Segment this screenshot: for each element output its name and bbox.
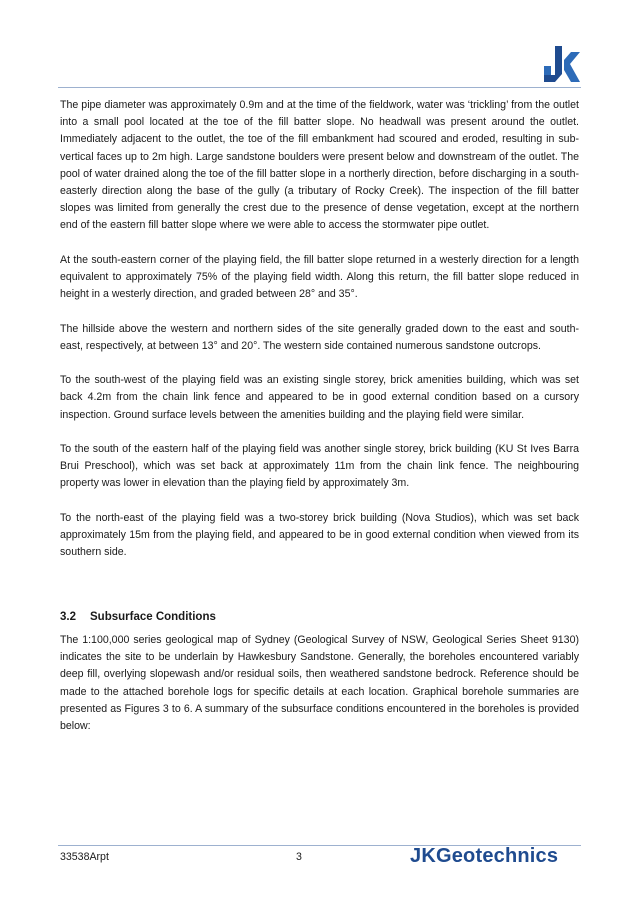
page-number: 3 [296, 851, 302, 863]
paragraph-amenities-building: To the south-west of the playing field was an existing single storey, brick amenities building, which was set back 4.2m from the chain link fence and appeared to be in good external condition based on a cursory inspection. Ground surface levels between the amenities building and the playing field were similar. [60, 374, 579, 421]
paragraph-preschool: To the south of the eastern half of the playing field was another single storey, brick building (KU St Ives Barra Brui Preschool), which was set back at approximately 11m from the chain link fence. The neighbouring property was lower in elevation than the playing field by approximately 3m. [60, 443, 579, 490]
body-text [60, 97, 579, 579]
report-reference: 33538Arpt [60, 851, 109, 863]
brand-suffix: Geotechnics [435, 845, 559, 867]
section-heading [60, 611, 579, 623]
brand-prefix: JK [410, 845, 436, 867]
section-number: 3.2 [60, 611, 76, 623]
paragraph-nova-studios: To the north-east of the playing field was a two-storey brick building (Nova Studios), which was set back approximately 15m from the playing field, and appeared to be in good external condition when viewed from its southern side. [60, 511, 579, 559]
paragraph-hillside: The hillside above the western and northern sides of the site generally graded down to the east and south-east, respectively, at between 13° and 20°. The western side contained numerous sandstone outcrops. [60, 322, 579, 352]
section-title: Subsurface Conditions [90, 611, 216, 623]
company-logo-text [410, 845, 558, 868]
paragraph-pipe-outlet: The pipe diameter was approximately 0.9m and at the time of the fieldwork, water was ‘trickling’ from the outlet into a small pool located at the toe of the fill batter slope. No headwall was present around the outlet. Immediately adjacent to the outlet, the toe of the fill embankment had scoured and eroded, resulting in sub-vertical faces up to 2m high. Large sandstone boulders were present below and downstream of the outlet. The pool of water drained along the toe of the fill batter slope in a northerly direction, before discharging in a south-easterly direction along the base of the gully (a tributary of Rocky Creek). The inspection of the fill batter slopes was limited from generally the crest due to the presence of dense vegetation, except at the northern end of the eastern fill batter slope where we were able to access the stormwater pipe outlet. [60, 99, 579, 232]
jk-logo-icon [542, 46, 582, 82]
paragraph-south-eastern-corner: At the south-eastern corner of the playing field, the fill batter slope returned in a westerly direction for a length equivalent to approximately 75% of the playing field width. Along this return, the fill batter slope reduced in height in a westerly direction, and graded between 28° and 35°. [60, 253, 579, 301]
header-divider [58, 87, 581, 88]
section-paragraph: The 1:100,000 series geological map of Sydney (Geological Survey of NSW, Geological Series Sheet 9130) indicates the site to be underlain by Hawkesbury Sandstone. Generally, the boreholes encountered variably deep fill, overlying slopewash and/or residual soils, then weathered sandstone bedrock. Reference should be made to the attached borehole logs for specific details at each location. Graphical borehole summaries are presented as Figures 3 to 6. A summary of the subsurface conditions encountered in the boreholes is provided below: [60, 634, 579, 733]
